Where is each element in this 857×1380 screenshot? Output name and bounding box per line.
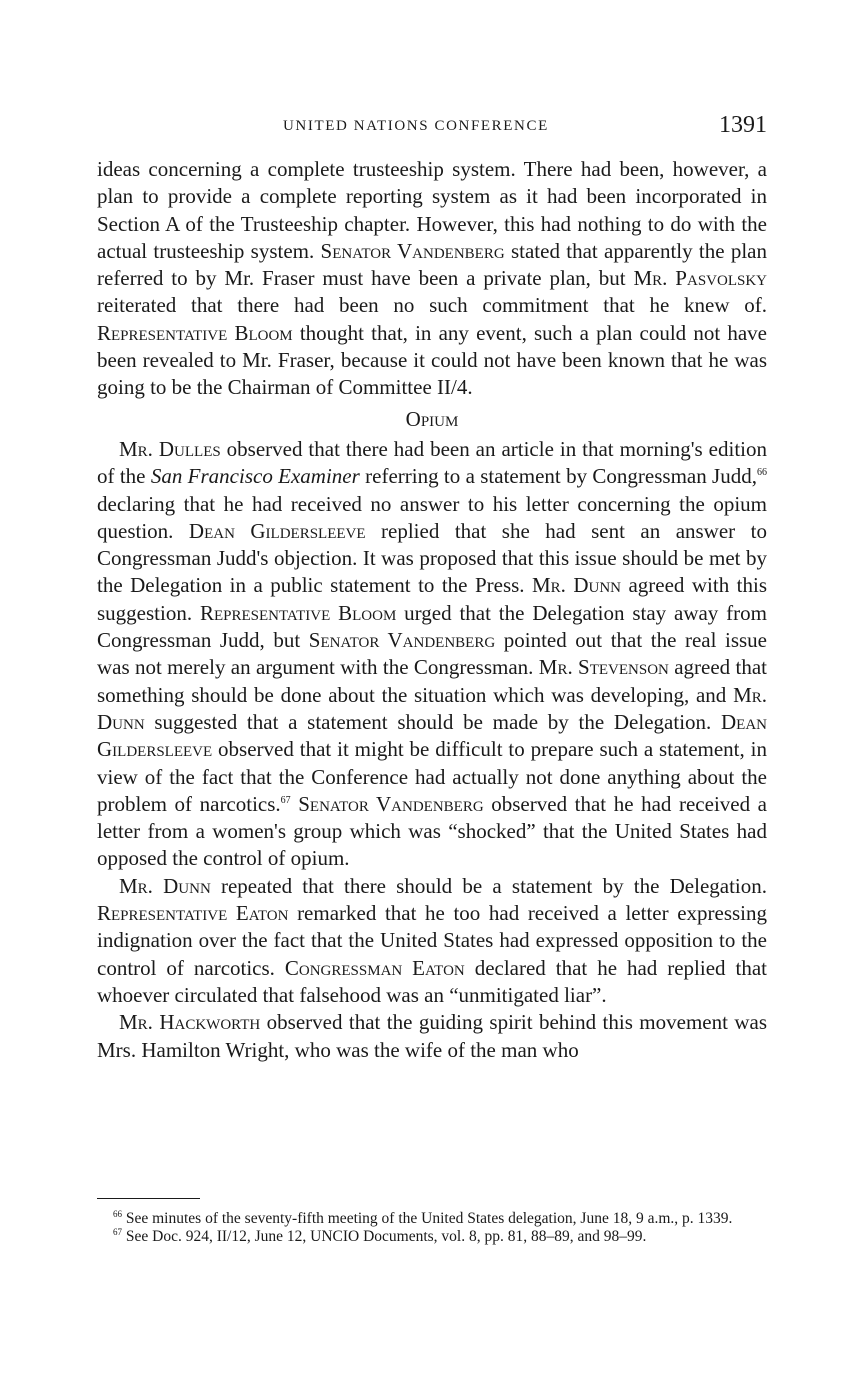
speaker-name: Mr. Dunn bbox=[531, 573, 622, 598]
speaker-name: Senator Vandenberg bbox=[298, 791, 484, 816]
page-header bbox=[97, 112, 767, 142]
speaker-name: Senator Vandenberg bbox=[308, 628, 496, 653]
footnote-66 bbox=[97, 1210, 767, 1228]
speaker-name: Dean Gildersleeve bbox=[97, 709, 767, 762]
footnotes bbox=[97, 1210, 767, 1245]
footnote-ref-66[interactable]: 66 bbox=[756, 467, 767, 479]
speaker-name: Mr. Dunn bbox=[119, 873, 211, 898]
paragraph: Mr. Hackworth observed that the guiding spirit behind this movement was Mrs. Hamilton Wright, who was the wife of the man who bbox=[97, 1010, 767, 1062]
speaker-name: Representative Eaton bbox=[97, 901, 289, 926]
speaker-name: Dean Gildersleeve bbox=[188, 518, 366, 543]
speaker-name: Representative Bloom bbox=[97, 320, 293, 345]
speaker-name: Mr. Stevenson bbox=[538, 655, 669, 680]
footnote-text: See minutes of the seventy-fifth meeting of the United States delegation, June 18, 9 a.m., p. 1339. bbox=[122, 1210, 733, 1227]
footnote-divider bbox=[97, 1198, 200, 1199]
speaker-name: Congressman Eaton bbox=[284, 955, 465, 980]
speaker-name: Mr. Hackworth bbox=[119, 1010, 261, 1035]
section-heading-opium: Opium bbox=[405, 406, 459, 431]
speaker-name: Mr. Dulles bbox=[119, 436, 221, 461]
speaker-name: Mr. Pasvolsky bbox=[633, 266, 767, 291]
footnote-mark: 67 bbox=[113, 1226, 122, 1237]
newspaper-title: San Francisco Examiner bbox=[150, 464, 360, 489]
speaker-name: Mr. Dunn bbox=[97, 682, 767, 734]
paragraph: Mr. Dulles observed that there had been an article in that morning's edition of the San Francisco Examiner referring to a statement by Congressman Judd,$^{66}$ declaring that he had received no answer to his letter concerning the opium question. Dean Gildersleeve replied that she had sent an answer to Congressman Judd's objection. It was proposed that this issue should be met by the Delegation in a public statement to the Press. Mr. Dunn agreed with this suggestion. Representative Bloom urged that the Delegation stay away from Congressman Judd, but Senator Vandenberg pointed out that the real issue was not merely an argument with the Congressman. Mr. Stevenson agreed that something should be done about the situation which was developing, and Mr. Dunn suggested that a statement should be made by the Delegation. Dean Gildersleeve observed that it might be difficult to prepare such a statement, in view of the fact that the Conference had actually not done anything about the problem of narcotics.$^{67}$ Senator Vandenberg observed that he had received a letter from a women's group which was “shocked” that the United States had opposed the control of opium. bbox=[97, 436, 767, 871]
paragraph-continued: ideas concerning a complete trusteeship system. There had been, however, a plan to provide a complete reporting system as it had been incorporated in Section A of the Trusteeship chapter. However, this had nothing to do with the actual trusteeship system. Senator Vandenberg stated that apparently the plan referred to by Mr. Fraser must have been a private plan, but Mr. Pasvolsky reiterated that there had been no such commitment that he knew of. Representative Bloom thought that, in any event, such a plan could not have been revealed to Mr. Fraser, because it could not have been known that he was going to be the Chairman of Committee II/4. bbox=[97, 157, 767, 400]
footnote-mark: 66 bbox=[113, 1209, 122, 1219]
paragraph: Mr. Dunn repeated that there should be a statement by the Delegation. Representative Eaton remarked that he too had received a letter expressing indignation over the fact that the United States had expressed opposition to the control of narcotics. Congressman Eaton declared that he had replied that whoever circulated that falsehood was an “unmitigated liar”. bbox=[97, 873, 768, 1007]
page-number: 1391 bbox=[719, 112, 767, 138]
footnote-67 bbox=[97, 1228, 767, 1246]
footnote-text: See Doc. 924, II/12, June 12, UNCIO Documents, vol. 8, pp. 81, 88–89, and 98–99. bbox=[122, 1227, 647, 1245]
body-text bbox=[97, 156, 767, 1064]
running-title: UNITED NATIONS CONFERENCE bbox=[283, 118, 549, 134]
footnote-ref-67[interactable]: 67 bbox=[280, 794, 291, 806]
speaker-name: Representative Bloom bbox=[199, 600, 397, 625]
speaker-name: Senator Vandenberg bbox=[320, 238, 505, 263]
